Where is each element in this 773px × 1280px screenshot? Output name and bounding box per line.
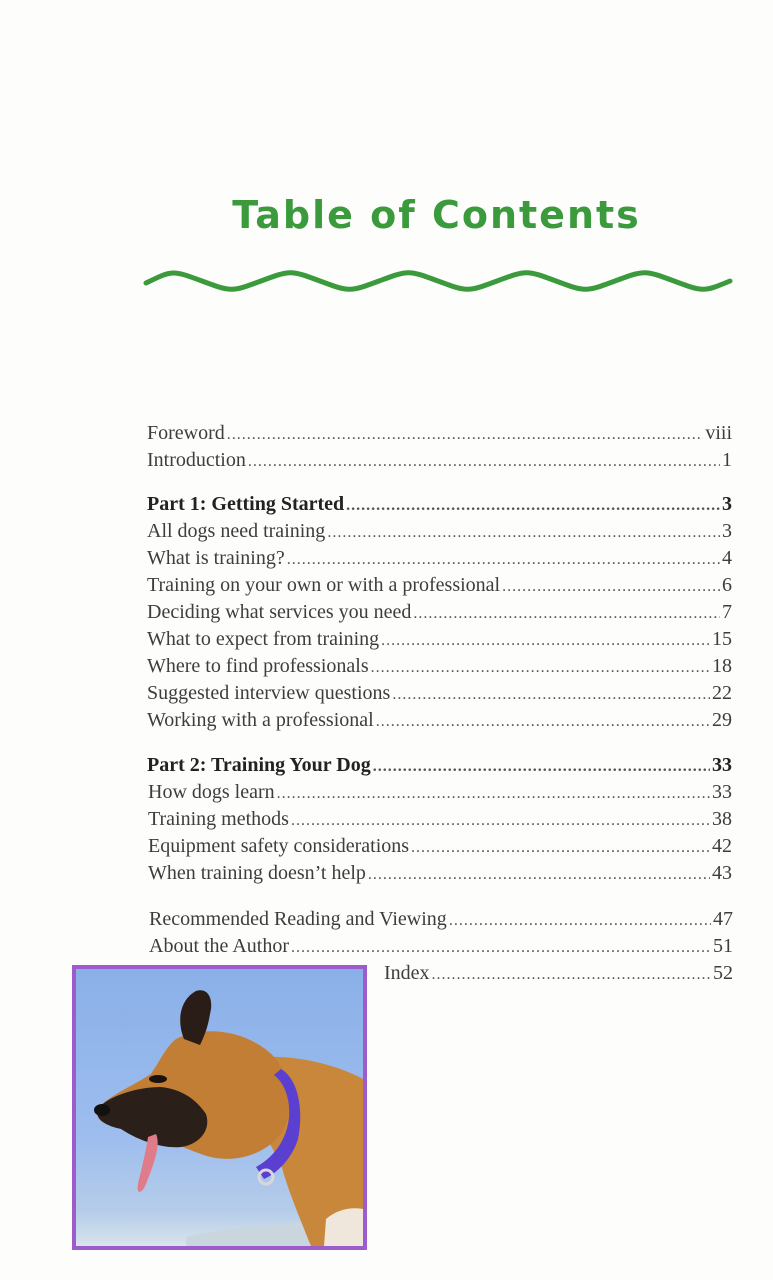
toc-entry-label: Part 2: Training Your Dog xyxy=(147,754,371,776)
dot-leader xyxy=(327,521,720,545)
toc-entry-page: 47 xyxy=(713,908,733,930)
dog-tongue xyxy=(138,1134,158,1192)
toc-entry-page: 6 xyxy=(722,574,732,596)
dog-photo xyxy=(72,965,367,1250)
toc-entry[interactable] xyxy=(147,681,732,707)
dot-leader xyxy=(376,710,710,734)
toc-entry-label: About the Author xyxy=(149,935,289,957)
toc-entry-label: Introduction xyxy=(147,449,246,471)
toc-entry-about-the-author[interactable] xyxy=(149,934,733,960)
dot-leader xyxy=(287,548,720,572)
toc-entry-page: 15 xyxy=(712,628,732,650)
toc-entry[interactable] xyxy=(147,654,732,680)
toc-entry-label: Recommended Reading and Viewing xyxy=(149,908,447,930)
dot-leader xyxy=(291,936,711,960)
toc-part-heading[interactable] xyxy=(147,753,732,779)
toc-entry[interactable] xyxy=(148,834,732,860)
toc-entry[interactable] xyxy=(148,807,732,833)
toc-entry-page: 43 xyxy=(712,862,732,884)
dot-leader xyxy=(277,782,710,806)
toc-entry-page: 52 xyxy=(713,962,733,984)
toc-entry-page: 22 xyxy=(712,682,732,704)
toc-entry[interactable] xyxy=(147,627,732,653)
toc-entry[interactable] xyxy=(148,780,732,806)
toc-entry-label: Where to find professionals xyxy=(147,655,369,677)
toc-entry[interactable] xyxy=(147,600,732,626)
toc-entry-page: 3 xyxy=(722,493,732,515)
toc-entry-recommended-reading[interactable] xyxy=(149,907,733,933)
toc-entry-label: All dogs need training xyxy=(147,520,326,542)
toc-entry[interactable] xyxy=(147,708,732,734)
toc-entry-page: 33 xyxy=(712,754,732,776)
toc-entry-page: 33 xyxy=(712,781,732,803)
dot-leader xyxy=(502,575,720,599)
dog-illustration xyxy=(76,969,363,1246)
toc-entry-page: 38 xyxy=(712,808,732,830)
toc-entry-page: viii xyxy=(705,422,732,444)
toc-entry-page: 18 xyxy=(712,655,732,677)
toc-entry-label: What is training? xyxy=(147,547,285,569)
dot-leader xyxy=(432,963,711,987)
dot-leader xyxy=(371,656,710,680)
dot-leader xyxy=(411,836,710,860)
dot-leader xyxy=(227,423,704,447)
toc-entry[interactable] xyxy=(147,519,732,545)
dog-nose xyxy=(94,1104,110,1116)
toc-entry[interactable] xyxy=(148,861,732,887)
toc-entry-page: 42 xyxy=(712,835,732,857)
dot-leader xyxy=(368,863,710,887)
page-title: Table of Contents xyxy=(232,193,641,237)
toc-entry-introduction[interactable] xyxy=(147,448,732,474)
toc-entry-foreword[interactable] xyxy=(147,421,732,447)
toc-entry-label: How dogs learn xyxy=(148,781,275,803)
dot-leader xyxy=(413,602,720,626)
toc-entry-label: Training on your own or with a professional xyxy=(147,574,501,596)
toc-entry-label: Deciding what services you need xyxy=(147,601,412,623)
toc-entry-page: 29 xyxy=(712,709,732,731)
toc-entry[interactable] xyxy=(147,573,732,599)
toc-entry-label: Part 1: Getting Started xyxy=(147,493,345,515)
toc-entry-index[interactable] xyxy=(384,961,733,987)
toc-entry-label: When training doesn’t help xyxy=(148,862,366,884)
dot-leader xyxy=(291,809,710,833)
toc-entry-page: 4 xyxy=(722,547,732,569)
dot-leader xyxy=(381,629,710,653)
dog-eye xyxy=(149,1075,167,1083)
toc-entry-label: Suggested interview questions xyxy=(147,682,391,704)
toc-entry-page: 3 xyxy=(722,520,732,542)
toc-entry-page: 7 xyxy=(722,601,732,623)
toc-entry-page: 1 xyxy=(722,449,732,471)
toc-entry-page: 51 xyxy=(713,935,733,957)
toc-entry-label: Equipment safety considerations xyxy=(148,835,410,857)
toc-entry-label: What to expect from training xyxy=(147,628,380,650)
toc-entry-label: Working with a professional xyxy=(147,709,374,731)
dot-leader xyxy=(392,683,710,707)
toc-part-heading[interactable] xyxy=(147,492,732,518)
toc-entry[interactable] xyxy=(147,546,732,572)
toc-entry-label: Training methods xyxy=(148,808,289,830)
dot-leader xyxy=(346,494,720,518)
dot-leader xyxy=(449,909,711,933)
dot-leader xyxy=(373,755,710,779)
toc-entry-label: Foreword xyxy=(147,422,225,444)
dot-leader xyxy=(248,450,720,474)
toc-entry-label: Index xyxy=(384,962,430,984)
